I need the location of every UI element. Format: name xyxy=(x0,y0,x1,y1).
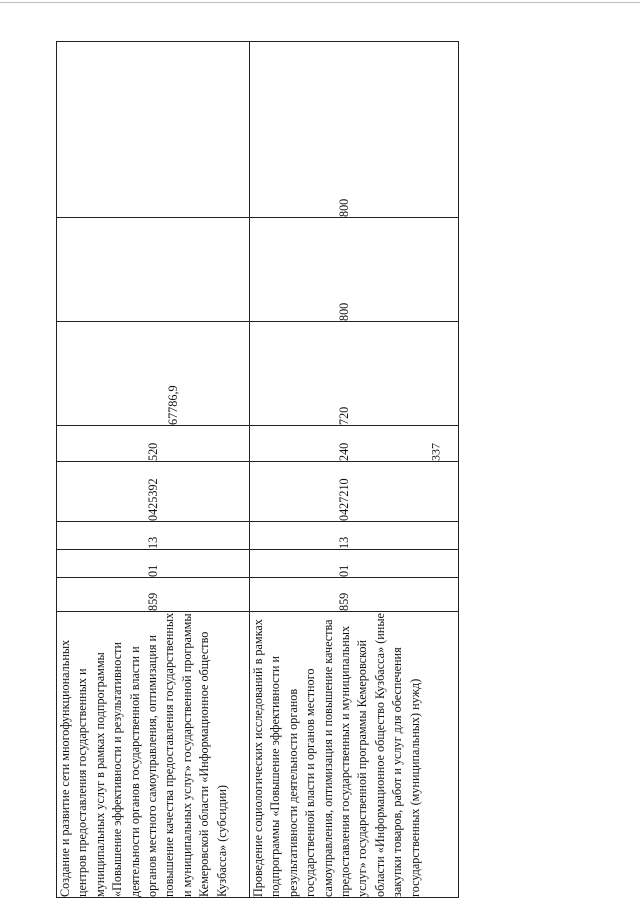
ministry-code: 859 xyxy=(250,578,459,612)
subsection-code: 13 xyxy=(250,522,459,550)
table-rotator xyxy=(56,42,458,898)
table-container xyxy=(56,42,458,898)
amount-2: 800 xyxy=(250,218,459,322)
amount-1: 720 xyxy=(250,322,459,426)
target-article-code: 0425392 xyxy=(57,462,250,522)
table-row xyxy=(57,42,250,898)
amount-2 xyxy=(57,218,250,322)
row-description: Создание и развитие сети многофункциональных центров предоставления государственных и муниципальных услуг в рамках подпрограммы «Повышение эффективности и результативности деятельности органов государственной власти и органов местного самоуправления, оптимизация и повышение качества предоставления государственных и муниципальных услуг» государственной программы Кемеровской области «Информационное общество Кузбасса» (субсидии) xyxy=(57,612,250,898)
scan-edge-line xyxy=(0,2,640,3)
page-number: 337 xyxy=(428,443,443,461)
subsection-code: 13 xyxy=(57,522,250,550)
expense-type-code: 520 xyxy=(57,426,250,462)
amount-1: 67786,9 xyxy=(57,322,250,426)
table-row xyxy=(250,42,459,898)
amount-3: 800 xyxy=(250,42,459,218)
target-article-code: 0427210 xyxy=(250,462,459,522)
row-description: Проведение социологических исследований в рамках подпрограммы «Повышение эффективности и результативности деятельности органов государственной власти и органов местного самоуправления, оптимизация и повышение качества предоставления государственных и муниципальных услуг» государственной программы Кемеровской области «Информационное общество Кузбасса» (иные закупки товаров, работ и услуг для обеспечения государственных (муниципальных) нужд) xyxy=(250,612,459,898)
amount-3 xyxy=(57,42,250,218)
budget-table xyxy=(56,41,459,898)
section-code: 01 xyxy=(250,550,459,578)
ministry-code: 859 xyxy=(57,578,250,612)
expense-type-code: 240 xyxy=(250,426,459,462)
section-code: 01 xyxy=(57,550,250,578)
